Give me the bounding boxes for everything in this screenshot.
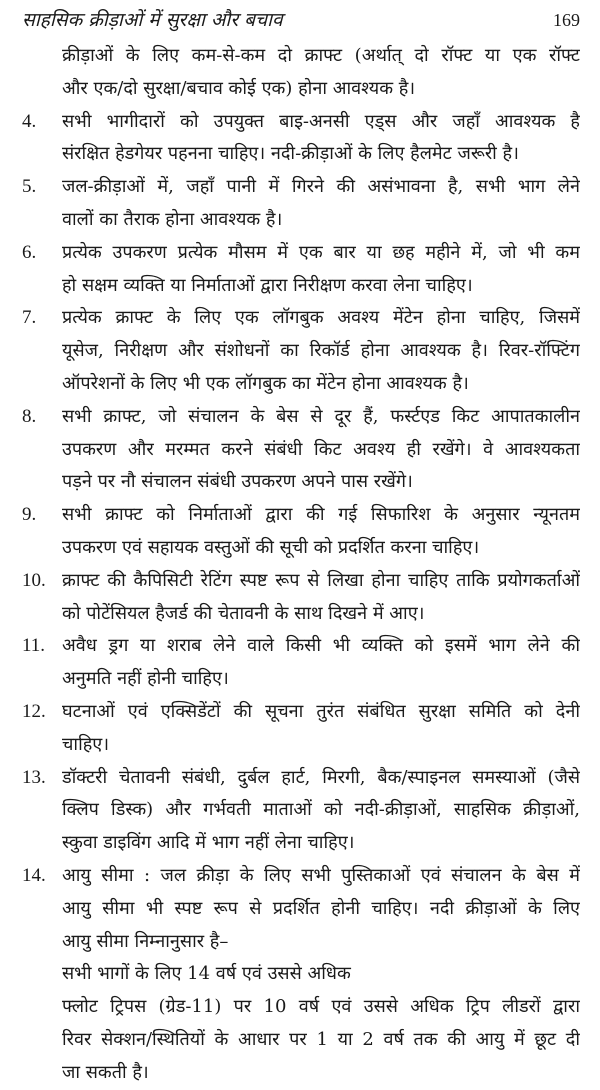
page-body	[0, 40, 600, 1090]
item-text	[62, 565, 580, 631]
page-number: 169	[553, 10, 580, 30]
item-number: 10.	[22, 569, 46, 591]
text-line: अवैध ड्रग या शराब लेने वाले किसी भी व्यक्ति को इसमें भाग लेने की	[62, 635, 580, 657]
text-line: सभी क्राफ्ट को निर्माताओं द्वारा की गई सिफारिश के अनुसार न्यूनतम	[62, 504, 580, 526]
list-item	[0, 696, 600, 762]
list-item	[0, 302, 600, 400]
list-item	[0, 860, 600, 1090]
list-item	[0, 237, 600, 303]
list-item	[0, 630, 600, 696]
page-header	[22, 6, 580, 38]
text-line: डॉक्टरी चेतावनी संबंधी, दुर्बल हार्ट, मिरगी, बैक/स्पाइनल समस्याओं (जैसे	[62, 766, 580, 788]
text-line: क्रीड़ाओं के लिए कम-से-कम दो क्राफ्ट (अर्थात् दो रॉफ्ट या एक रॉफ्ट	[62, 45, 580, 66]
text-line: ऑपरेशनों के लिए भी एक लॉगबुक का मेंटेन होना आवश्यक है।	[62, 372, 469, 394]
list-item	[0, 401, 600, 499]
item-number: 9.	[22, 504, 37, 526]
item-text	[62, 762, 580, 860]
text-line: संरक्षित हेडगेयर पहनना चाहिए। नदी-क्रीड़ाओं के लिए हैलमेट जरूरी है।	[62, 143, 519, 165]
text-line: पड़ने पर नौ संचालन संबंधी उपकरण अपने पास रखेंगे।	[62, 471, 413, 493]
text-line: अनुमति नहीं होनी चाहिए।	[62, 668, 229, 690]
text-line: और एक/दो सुरक्षा/बचाव कोई एक) होना आवश्यक है।	[62, 77, 416, 99]
item-text	[62, 630, 580, 696]
text-line: फ्लोट ट्रिपस (ग्रेड-11) पर 10 वर्ष एवं उससे अधिक ट्रिप लीडरों द्वारा	[62, 996, 580, 1018]
list-item	[0, 40, 600, 106]
item-number: 14.	[22, 864, 46, 886]
item-text	[62, 237, 580, 303]
text-line: यूसेज, निरीक्षण और संशोधनों का रिकॉर्ड होना आवश्यक है। रिवर-रॉफ्टिंग	[62, 340, 580, 362]
item-number: 13.	[22, 766, 46, 788]
text-line: आयु सीमा भी स्पष्ट रूप से प्रदर्शित होनी चाहिए। नदी क्रीड़ाओं के लिए	[62, 897, 580, 919]
list-item	[0, 499, 600, 565]
item-text	[62, 302, 580, 400]
text-line: वालों का तैराक होना आवश्यक है।	[62, 208, 283, 230]
item-number: 11.	[22, 635, 46, 657]
text-line: उपकरण एवं सहायक वस्तुओं की सूची को प्रदर्शित करना चाहिए।	[62, 536, 480, 558]
item-number	[0, 40, 62, 106]
text-line: सभी क्राफ्ट, जो संचालन के बेस से दूर हैं, फर्स्टएड किट आपातकालीन	[62, 405, 580, 427]
text-line: घटनाओं एवं एक्सिडेंटों की सूचना तुरंत संबंधित सुरक्षा समिति को देनी	[62, 700, 580, 722]
text-line: सभी भागों के लिए 14 वर्ष एवं उससे अधिक	[62, 963, 351, 985]
text-line: क्राफ्ट की कैपिसिटी रेटिंग स्पष्ट रूप से लिखा होना चाहिए ताकि प्रयोगकर्ताओं	[62, 569, 580, 591]
item-text	[62, 106, 580, 172]
text-line: आयु सीमा निम्नानुसार है–	[62, 930, 229, 952]
text-line: प्रत्येक क्राफ्ट के लिए एक लॉगबुक अवश्य मेंटेन होना चाहिए, जिसमें	[62, 307, 580, 329]
item-text	[62, 499, 580, 565]
text-line: जा सकती है।	[62, 1061, 149, 1083]
list-item	[0, 762, 600, 860]
item-number: 7.	[22, 307, 37, 329]
item-text	[62, 171, 580, 237]
text-line: जल-क्रीड़ाओं में, जहाँ पानी में गिरने की असंभावना है, सभी भाग लेने	[62, 176, 580, 198]
running-title: साहसिक क्रीड़ाओं में सुरक्षा और बचाव	[22, 9, 283, 31]
text-line: रिवर सेक्शन/स्थितियों के आधार पर 1 या 2 वर्ष तक की आयु में छूट दी	[62, 1028, 580, 1050]
item-text	[62, 40, 580, 106]
list-item	[0, 565, 600, 631]
text-line: हो सक्षम व्यक्ति या निर्माताओं द्वारा निरीक्षण करवा लेना चाहिए।	[62, 274, 473, 296]
item-number: 5.	[22, 176, 37, 198]
text-line: स्कुवा डाइविंग आदि में भाग नहीं लेना चाहिए।	[62, 832, 355, 854]
text-line: क्लिप डिस्क) और गर्भवती माताओं को नदी-क्रीड़ाओं, साहसिक क्रीड़ाओं,	[62, 799, 580, 821]
item-text	[62, 696, 580, 762]
text-line: उपकरण और मरम्मत करने संबंधी किट अवश्य ही रखेंगे। वे आवश्यकता	[62, 438, 580, 460]
text-line: सभी भागीदारों को उपयुक्त बाइ-अनसी एड्स और जहाँ आवश्यक है	[62, 110, 580, 132]
text-line: को पोटेंसियल हैजर्ड की चेतावनी के साथ दिखने में आए।	[62, 602, 425, 624]
text-line: आयु सीमा : जल क्रीड़ा के लिए सभी पुस्तिकाओं एवं संचालन के बेस में	[62, 864, 580, 886]
list-item	[0, 171, 600, 237]
text-line: प्रत्येक उपकरण प्रत्येक मौसम में एक बार या छह महीने में, जो भी कम	[62, 241, 580, 263]
item-number: 8.	[22, 405, 37, 427]
item-number: 4.	[22, 110, 37, 132]
item-text	[62, 401, 580, 499]
item-text	[62, 860, 580, 1090]
item-number: 6.	[22, 241, 37, 263]
list-item	[0, 106, 600, 172]
text-line: चाहिए।	[62, 733, 110, 755]
item-number: 12.	[22, 700, 46, 722]
